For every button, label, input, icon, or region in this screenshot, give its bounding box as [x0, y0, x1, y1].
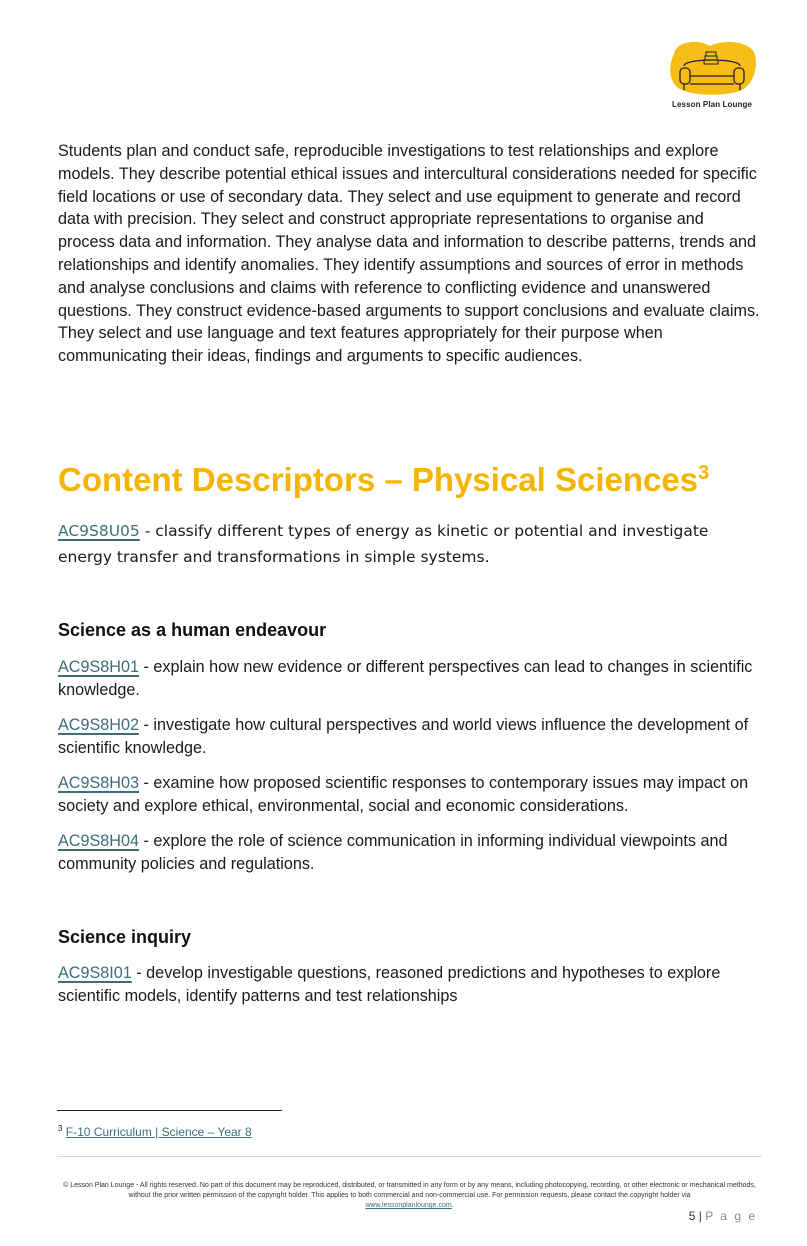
sofa-logo-icon — [666, 40, 758, 100]
descriptor-item — [58, 830, 766, 876]
copyright-text: © Lesson Plan Lounge - All rights reserved. No part of this document may be reproduced, distributed, or transmitted in any form or by any means, including photocopying, recording, or other electronic or mechanical methods, without the prior written permission of the copyright holder. This applies to both commercial and non-commercial use. For permission requests, please contact the copyright holder via — [63, 1182, 756, 1199]
inquiry-heading: Science inquiry — [58, 927, 192, 947]
descriptor-text: - examine how proposed scientific responses to contemporary issues may impact on society and explore ethical, environmental, social and economic considerations. — [58, 774, 749, 815]
logo-text: Lesson Plan Lounge — [671, 100, 753, 109]
descriptor-code-link[interactable]: AC9S8H01 — [58, 658, 139, 676]
descriptor-item — [58, 962, 766, 1008]
physical-descriptor — [58, 518, 766, 570]
section-title — [58, 460, 778, 500]
footnote-ref[interactable]: 3 — [698, 462, 710, 484]
copyright-notice: © Lesson Plan Lounge - All rights reserved. No part of this document may be reproduced, distributed, or transmitted in any form or by any means, including photocopying, recording, or other electronic or mechanical methods, without the prior written permission of the copyright holder. This applies to both commercial and non-commercial use. For permission requests, please contact the copyright holder via www.lessonplanlounge.com. — [63, 1182, 756, 1209]
footer-divider — [57, 1156, 762, 1157]
logo — [666, 40, 758, 114]
descriptor-code-link[interactable]: AC9S8U05 — [58, 522, 140, 540]
website-link[interactable]: www.lessonplanlounge.com — [365, 1202, 452, 1209]
descriptor-code-link[interactable]: AC9S8H03 — [58, 774, 139, 792]
intro-paragraph: Students plan and conduct safe, reproducible investigations to test relationships and explore models. They describe potential ethical issues and intercultural considerations needed for specific field locations or use of secondary data. They select and use equipment to generate and record data with precision. They select and construct appropriate representations to organise and process data and information. They analyse data and information to describe patterns, trends and relationships and identify anomalies. They identify assumptions and sources of error in methods and analyse conclusions and claims with reference to conflicting evidence and unanswered questions. They construct evidence-based arguments to support conclusions and evaluate claims. They select and use language and text features appropriately for their purpose when communicating their ideas, findings and arguments to specific audiences. — [58, 142, 760, 366]
page-number: 5 | P a g e — [688, 1209, 757, 1223]
descriptor-code-link[interactable]: AC9S8H02 — [58, 716, 139, 734]
endeavour-heading: Science as a human endeavour — [58, 620, 327, 640]
descriptor-text: - develop investigable questions, reasoned predictions and hypotheses to explore scientific models, identify patterns and test relationships — [58, 964, 721, 1005]
descriptor-item — [58, 656, 766, 702]
descriptor-code-link[interactable]: AC9S8I01 — [58, 964, 132, 982]
descriptor-item — [58, 714, 766, 760]
descriptor-text: - classify different types of energy as kinetic or potential and investigate energy transfer and transformations in simple systems. — [58, 522, 709, 566]
descriptor-text: - explore the role of science communication in informing individual viewpoints and community policies and regulations. — [58, 832, 728, 873]
descriptor-code-link[interactable]: AC9S8H04 — [58, 832, 139, 850]
section-title-text: Content Descriptors – Physical Sciences — [58, 461, 699, 498]
footnote-link[interactable]: F-10 Curriculum | Science – Year 8 — [65, 1125, 252, 1139]
descriptor-text: - investigate how cultural perspectives and world views influence the development of scientific knowledge. — [58, 716, 749, 757]
footnote — [58, 1124, 252, 1139]
footnote-number: 3 — [58, 1124, 63, 1133]
page-label: P a g e — [705, 1209, 757, 1223]
footnote-divider — [57, 1110, 282, 1111]
descriptor-item — [58, 772, 766, 818]
page-number-value: 5 — [688, 1209, 696, 1223]
descriptor-text: - explain how new evidence or different perspectives can lead to changes in scientific knowledge. — [58, 658, 753, 699]
